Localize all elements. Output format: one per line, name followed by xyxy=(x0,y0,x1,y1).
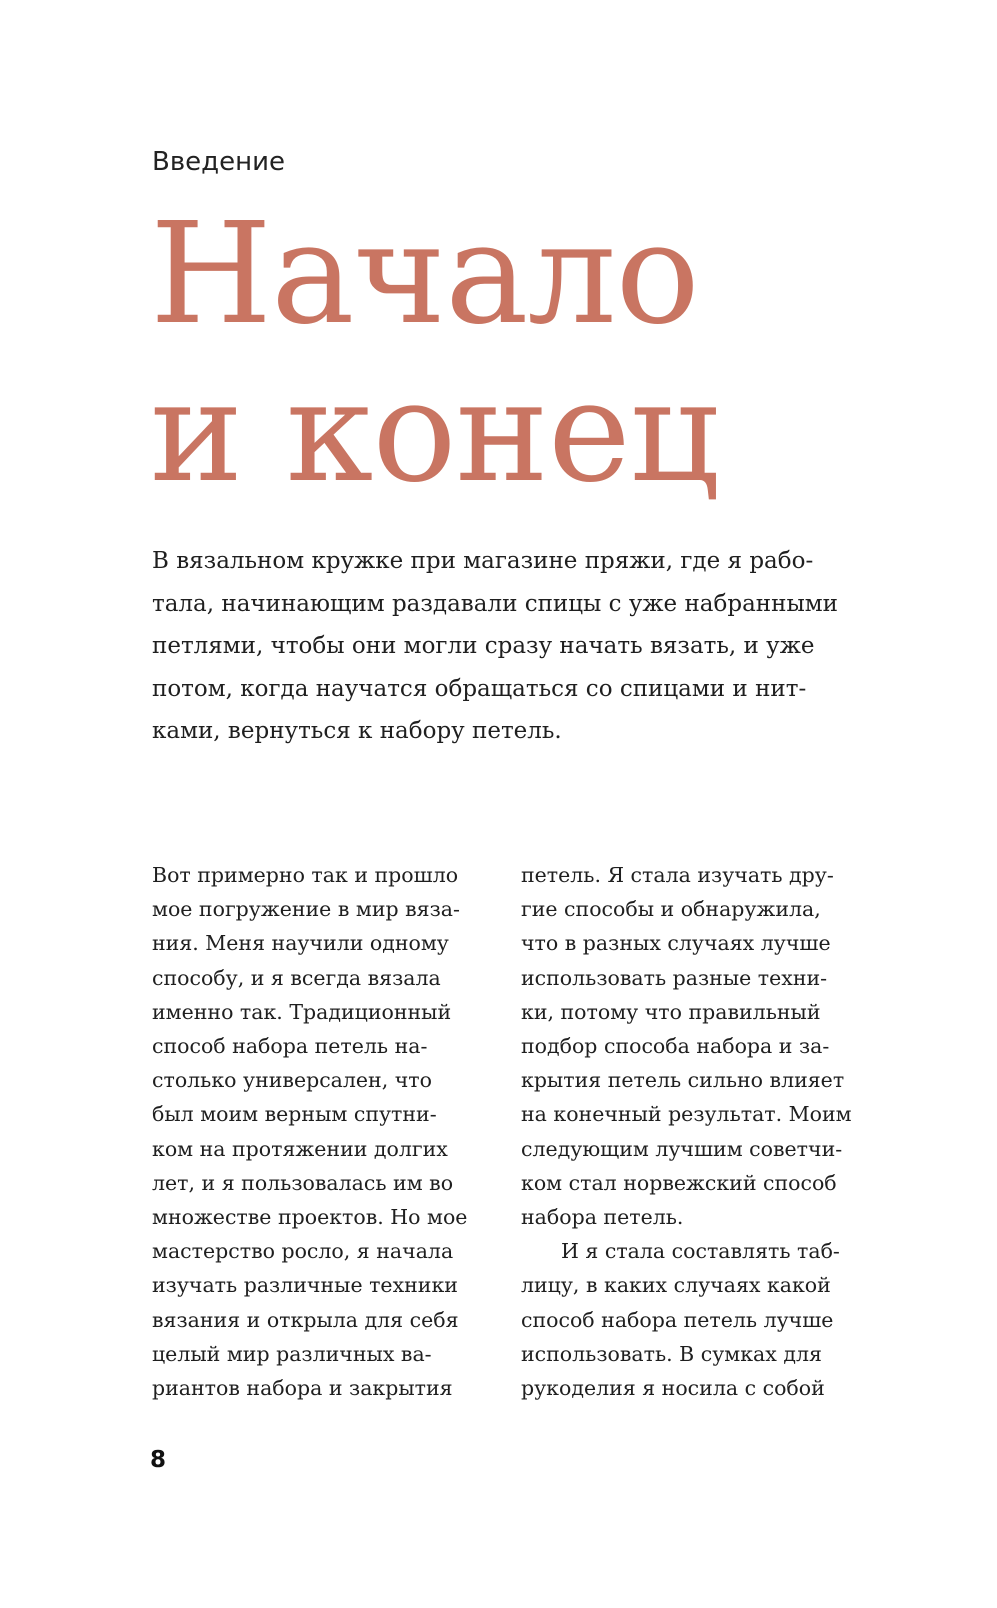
body-line: способ набора петель на- xyxy=(152,1034,428,1059)
body-line: целый мир различных ва- xyxy=(152,1341,432,1366)
lead-paragraph xyxy=(152,540,872,753)
body-line: ния. Меня научили одному xyxy=(152,931,449,956)
body-line: лет, и я пользовалась им во xyxy=(152,1170,454,1195)
body-line: лицу, в каких случаях какой xyxy=(521,1273,831,1298)
body-line: ком на протяжении долгих xyxy=(152,1136,448,1161)
body-line: столько универсален, что xyxy=(152,1068,432,1093)
lead-line: В вязальном кружке при магазине пряжи, где я рабо- xyxy=(152,548,814,574)
body-line: ком стал норвежский способ xyxy=(521,1170,837,1195)
body-line: петель. Я стала изучать дру- xyxy=(521,863,834,887)
chapter-title xyxy=(150,193,719,514)
page-number: 8 xyxy=(150,1447,167,1473)
body-line: что в разных случаях лучше xyxy=(521,931,831,956)
body-line: подбор способа набора и за- xyxy=(521,1034,830,1059)
lead-line: петлями, чтобы они могли сразу начать вязать, и уже xyxy=(152,633,815,659)
lead-line: тала, начинающим раздавали спицы с уже набранными xyxy=(152,590,838,617)
body-line: изучать различные техники xyxy=(152,1273,458,1298)
body-line: мое погружение в мир вяза- xyxy=(152,897,460,922)
body-line: крытия петель сильно влияет xyxy=(521,1068,845,1093)
body-line: способу, и я всегда вязала xyxy=(152,965,441,990)
body-line-paragraph-start: И я стала составлять таб- xyxy=(561,1239,840,1264)
body-line: рукоделия я носила с собой xyxy=(521,1376,825,1401)
body-line: использовать. В сумках для xyxy=(521,1341,822,1366)
body-line: мастерство росло, я начала xyxy=(152,1239,454,1264)
body-line: гие способы и обнаружила, xyxy=(521,897,821,922)
body-line: Вот примерно так и прошло xyxy=(152,863,459,887)
body-line: на конечный результат. Моим xyxy=(521,1102,852,1127)
body-line: способ набора петель лучше xyxy=(521,1307,834,1332)
body-line: набора петель. xyxy=(521,1205,684,1230)
lead-line: потом, когда научатся обращаться со спицами и нит- xyxy=(152,675,807,702)
body-column-right xyxy=(521,858,861,1405)
body-line: следующим лучшим советчи- xyxy=(521,1136,843,1161)
body-line: множестве проектов. Но мое xyxy=(152,1205,468,1230)
body-column-left xyxy=(152,858,492,1405)
body-line: ки, потому что правильный xyxy=(521,999,821,1024)
lead-line: ками, вернуться к набору петель. xyxy=(152,718,562,744)
body-line: риантов набора и закрытия xyxy=(152,1376,453,1401)
section-label: Введение xyxy=(152,147,286,177)
body-line: был моим верным спутни- xyxy=(152,1102,437,1127)
chapter-title-line-1: Начало xyxy=(150,193,699,356)
chapter-title-line-2: и конец xyxy=(150,351,719,514)
body-line: именно так. Традиционный xyxy=(152,999,452,1024)
body-line: вязания и открыла для себя xyxy=(152,1307,459,1332)
body-line: использовать разные техни- xyxy=(521,965,828,990)
